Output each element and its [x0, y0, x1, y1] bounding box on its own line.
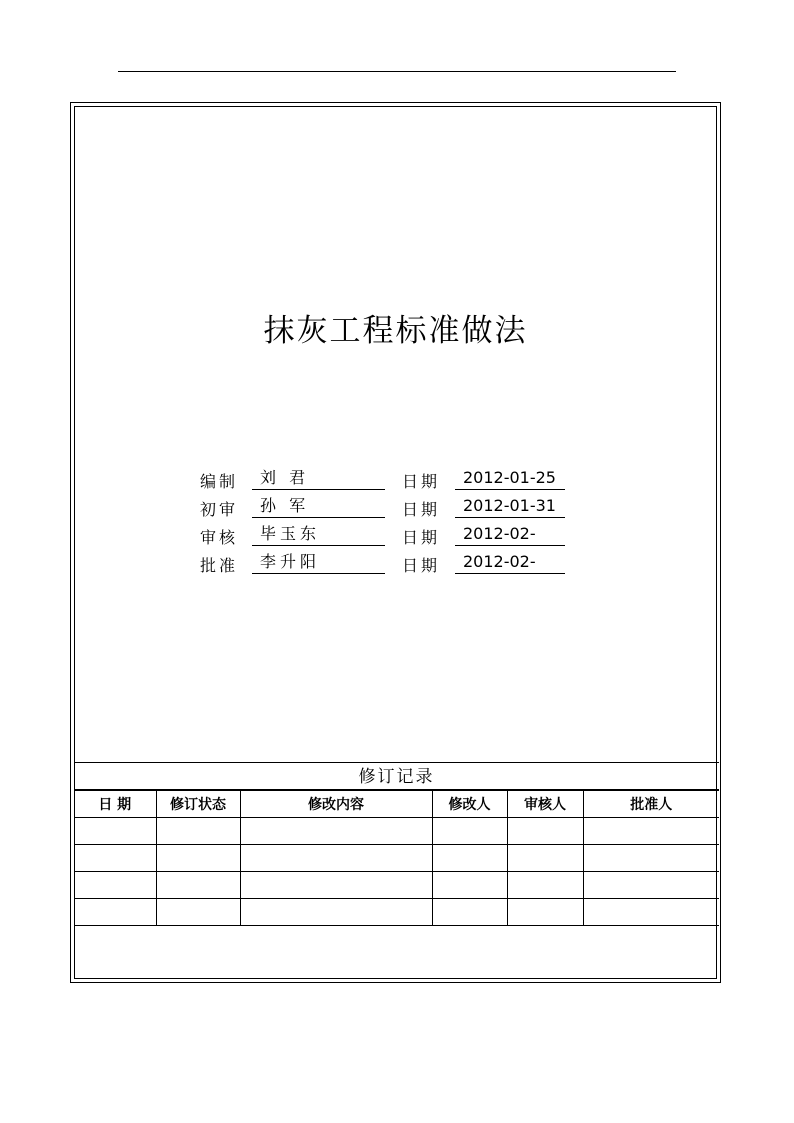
table-row — [74, 872, 719, 899]
signoff-date: 2012-01-31 — [455, 494, 565, 518]
revision-footer-blank — [74, 928, 719, 980]
signoff-name: 李升阳 — [252, 550, 385, 574]
signoff-date: 2012-01-25 — [455, 466, 565, 490]
signoff-date-label: 日期 — [402, 528, 441, 547]
table-cell — [432, 818, 507, 845]
revision-record-title: 修订记录 — [74, 762, 719, 790]
signoff-row-review — [190, 522, 570, 549]
table-cell — [74, 845, 156, 872]
signoff-date: 2012-02- — [455, 522, 565, 546]
table-cell — [74, 872, 156, 899]
table-cell — [240, 845, 432, 872]
signoff-date-label: 日期 — [402, 500, 441, 519]
column-header-status: 修订状态 — [156, 791, 240, 818]
signoff-date-label: 日期 — [402, 556, 441, 575]
revision-table-header — [74, 791, 719, 818]
signoff-name: 毕玉东 — [252, 522, 385, 546]
table-cell — [432, 845, 507, 872]
column-header-reviewer: 审核人 — [507, 791, 583, 818]
table-cell — [507, 845, 583, 872]
table-cell — [74, 818, 156, 845]
table-cell — [432, 899, 507, 926]
signoff-date-label: 日期 — [402, 472, 441, 491]
table-cell — [240, 899, 432, 926]
table-cell — [240, 818, 432, 845]
signoff-row-compiler — [190, 466, 570, 493]
table-cell — [156, 899, 240, 926]
table-cell — [507, 818, 583, 845]
table-cell — [156, 818, 240, 845]
table-row — [74, 899, 719, 926]
table-cell — [432, 872, 507, 899]
table-row — [74, 818, 719, 845]
signoff-role: 审核 — [200, 528, 239, 547]
column-header-date: 日 期 — [74, 791, 156, 818]
table-cell — [240, 872, 432, 899]
signoff-role: 批准 — [200, 556, 239, 575]
signoff-row-first-review — [190, 494, 570, 521]
table-cell — [583, 899, 719, 926]
signoff-date: 2012-02- — [455, 550, 565, 574]
table-cell — [583, 872, 719, 899]
revision-table — [74, 790, 719, 926]
signoff-name: 孙 军 — [252, 494, 385, 518]
table-cell — [74, 899, 156, 926]
table-cell — [583, 845, 719, 872]
table-row — [74, 845, 719, 872]
signoff-role: 编制 — [200, 472, 239, 491]
signoff-role: 初审 — [200, 500, 239, 519]
column-header-modifier: 修改人 — [432, 791, 507, 818]
table-cell — [156, 872, 240, 899]
signoff-name: 刘 君 — [252, 466, 385, 490]
table-cell — [156, 845, 240, 872]
table-cell — [507, 872, 583, 899]
column-header-approver: 批准人 — [583, 791, 719, 818]
revision-record — [74, 762, 719, 980]
table-cell — [583, 818, 719, 845]
document-title: 抹灰工程标准做法 — [263, 313, 528, 349]
header-rule — [118, 71, 676, 72]
table-cell — [507, 899, 583, 926]
signoff-row-approval — [190, 550, 570, 577]
column-header-content: 修改内容 — [240, 791, 432, 818]
